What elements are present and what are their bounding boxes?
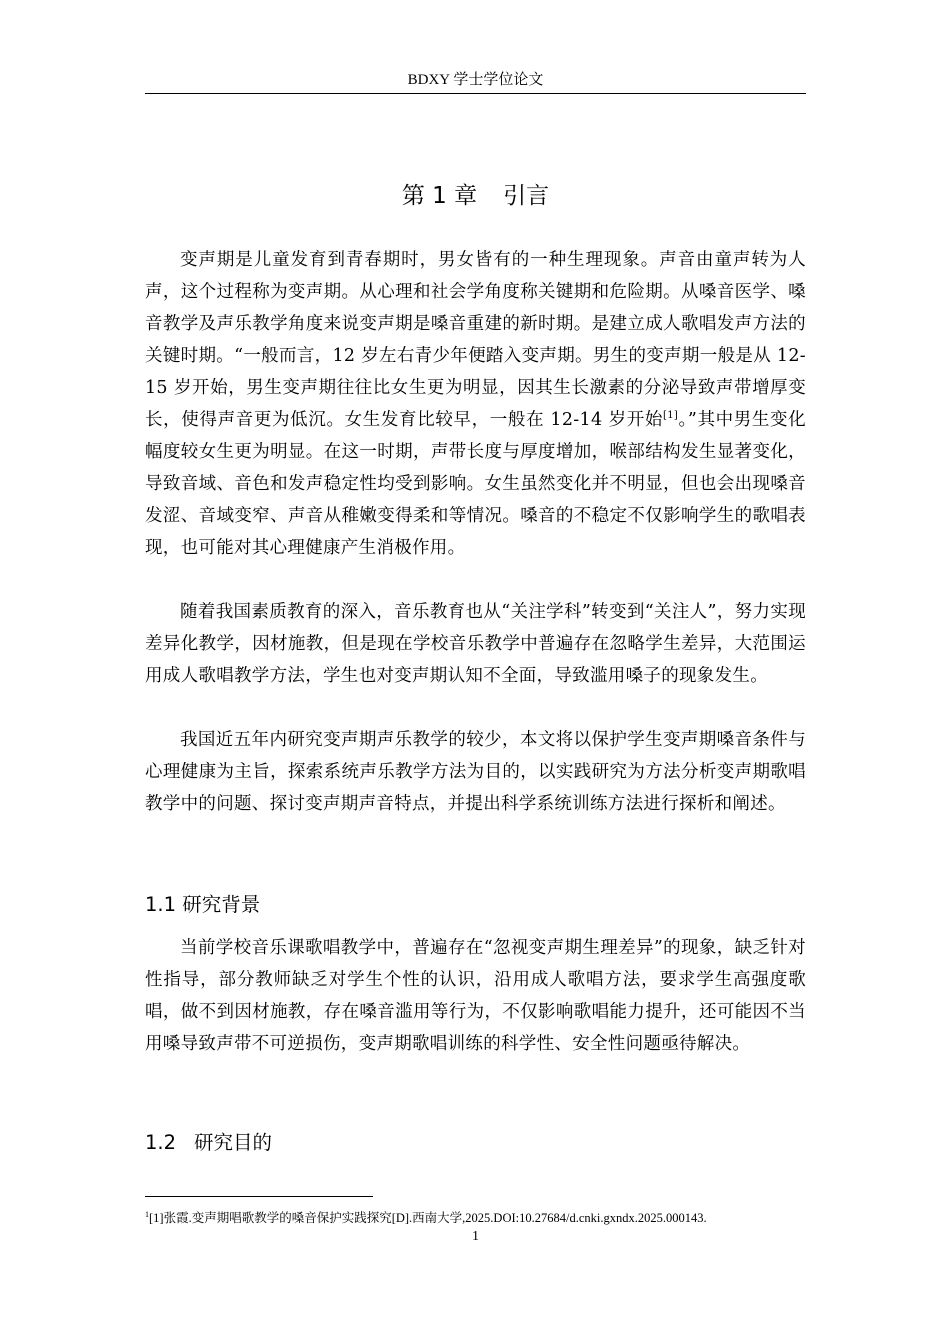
intro-paragraph-1 bbox=[145, 244, 806, 564]
section-heading-1-1 bbox=[145, 891, 806, 919]
citation-marker: [1] bbox=[663, 410, 679, 421]
intro-paragraph-3: 我国近五年内研究变声期声乐教学的较少，本文将以保护学生变声期嗓音条件与心理健康为主旨，探索系统声乐教学方法为目的，以实践研究为方法分析变声期歌唱教学中的问题、探讨变声期声音特点，并提出科学系统训练方法进行探析和阐述。 bbox=[145, 730, 806, 814]
chapter-number: 第 1 章 bbox=[401, 183, 478, 209]
intro-paragraph-2: 随着我国素质教育的深入，音乐教育也从“关注学科”转变到“关注人”，努力实现差异化教学，因材施教，但是现在学校音乐教学中普遍存在忽略学生差异，大范围运用成人歌唱教学方法，学生也对变声期认知不全面，导致滥用嗓子的现象发生。 bbox=[145, 602, 806, 686]
page-number: 1 bbox=[472, 1229, 479, 1244]
section-title: 研究目的 bbox=[194, 1131, 273, 1154]
footnote-marker: 1 bbox=[145, 1210, 149, 1219]
section-number: 1.1 bbox=[145, 893, 177, 916]
chapter-title bbox=[145, 180, 806, 212]
footnote bbox=[145, 1210, 845, 1226]
intro-p1-text-b: 。”其中男生变化幅度较女生更为明显。在这一时期，声带长度与厚度增加，喉部结构发生显著变化，导致音域、音色和发声稳定性均受到影响。女生虽然变化并不明显，但也会出现嗓音发涩、音域变窄、声音从稚嫩变得柔和等情况。嗓音的不稳定不仅影响学生的歌唱表现，也可能对其心理健康产生消极作用。 bbox=[145, 410, 806, 558]
footnote-rule bbox=[145, 1196, 373, 1197]
chapter-name: 引言 bbox=[503, 183, 550, 209]
intro-p1-text-a: 变声期是儿童发育到青春期时，男女皆有的一种生理现象。声音由童声转为人声，这个过程称为变声期。从心理和社会学角度称关键期和危险期。从嗓音医学、嗓音教学及声乐教学角度来说变声期是嗓音重建的新时期。是建立成人歌唱发声方法的关键时期。“一般而言，12 岁左右青少年便踏入变声期。男生的变声期一般是从 12-15 岁开始，男生变声期往往比女生更为明显，因其生长激素的分泌导致声带增厚变长，使得声音更为低沉。女生发育比较早，一般在 12-14 岁开始 bbox=[145, 250, 806, 430]
section-title: 研究背景 bbox=[182, 893, 261, 916]
header-rule bbox=[145, 93, 806, 94]
background-paragraph: 当前学校音乐课歌唱教学中，普遍存在“忽视变声期生理差异”的现象，缺乏针对性指导，部分教师缺乏对学生个性的认识，沿用成人歌唱方法，要求学生高强度歌唱，做不到因材施教，存在嗓音滥用等行为，不仅影响歌唱能力提升，还可能因不当用嗓导致声带不可逆损伤，变声期歌唱训练的科学性、安全性问题亟待解决。 bbox=[145, 938, 806, 1054]
section-number: 1.2 bbox=[145, 1131, 177, 1154]
running-header: BDXY 学士学位论文 bbox=[407, 72, 544, 88]
footnote-text: [1]张霞.变声期唱歌教学的嗓音保护实践探究[D].西南大学,2025.DOI:10.27684/d.cnki.gxndx.2025.000143. bbox=[149, 1211, 707, 1225]
section-heading-1-2 bbox=[145, 1129, 806, 1157]
